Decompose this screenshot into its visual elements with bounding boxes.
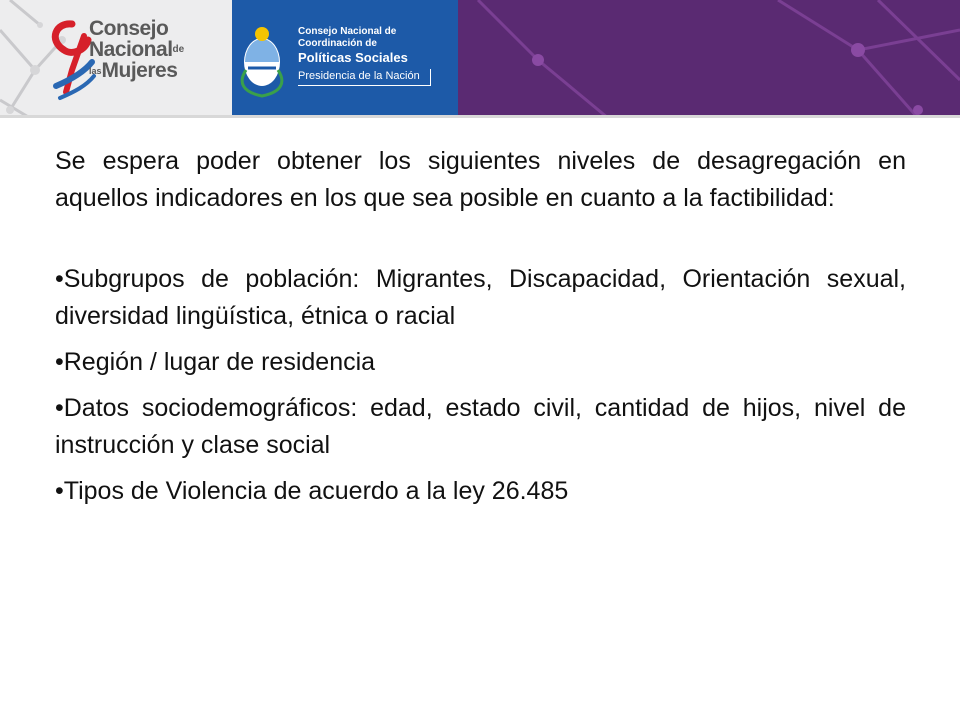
cncps-line-2: Coordinación de [298, 38, 377, 49]
header-banner [0, 0, 960, 118]
cncps-line-1: Consejo Nacional de [298, 26, 397, 37]
cnm-logo-panel [0, 0, 232, 118]
cnm-line-1: Consejo [89, 17, 169, 40]
cncps-line-4: Presidencia de la Nación [298, 69, 431, 86]
cnm-logo-text [89, 18, 184, 82]
bullet-item-region: •Región / lugar de residencia [55, 348, 376, 376]
cnm-line-3: Mujeres [101, 59, 178, 82]
bullet-item-sociodemographic: •Datos sociodemográficos: edad, estado civil, cantidad de hijos, nivel de instrucción y clase social [55, 394, 906, 459]
cncps-line-3: Políticas Sociales [298, 50, 408, 65]
cnm-line-3-prefix: las [89, 65, 102, 76]
slide-body [55, 143, 906, 519]
bullet-item-subgroups: •Subgrupos de población: Migrantes, Discapacidad, Orientación sexual, diversidad lingüística, étnica o racial [55, 265, 906, 330]
header-divider [0, 115, 960, 118]
bullet-item-violence-types: •Tipos de Violencia de acuerdo a la ley 26.485 [55, 477, 569, 505]
intro-paragraph: Se espera poder obtener los siguientes niveles de desagregación en aquellos indicadores en los que sea posible en cuanto a la factibilidad: [55, 147, 906, 212]
cnm-line-2-suffix: de [172, 44, 185, 55]
national-shield-icon [232, 0, 292, 118]
cncps-logo-panel [232, 0, 458, 118]
network-pattern-graphic [458, 0, 960, 118]
cnm-line-2: Nacional [89, 38, 173, 61]
decorative-purple-panel [458, 0, 960, 118]
cncps-logo-text [298, 26, 431, 86]
